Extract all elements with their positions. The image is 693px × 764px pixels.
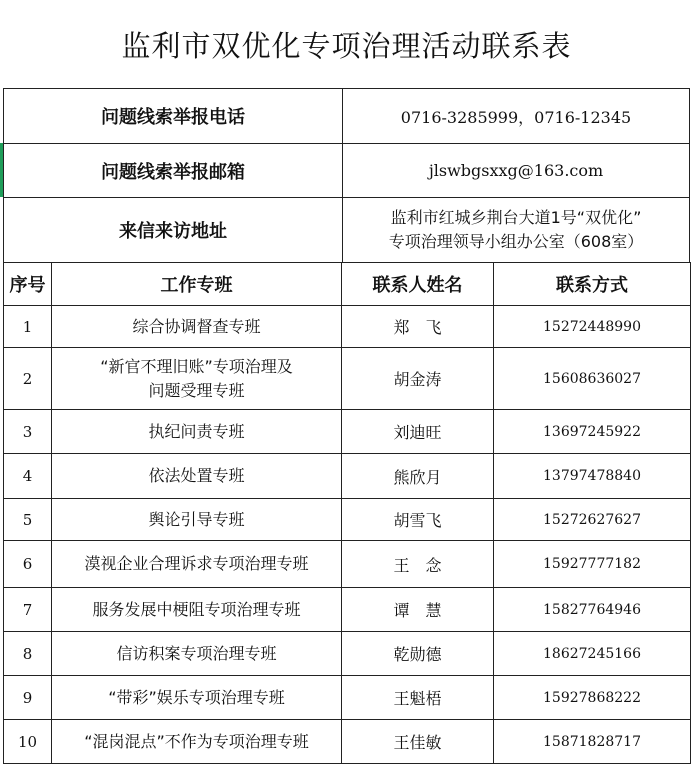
row-contact: 王 念 <box>342 541 494 588</box>
row-number: 3 <box>4 410 52 454</box>
row-number: 5 <box>4 499 52 541</box>
row-number: 7 <box>4 588 52 632</box>
row-number: 4 <box>4 454 52 499</box>
table-row <box>4 410 691 454</box>
table-row <box>4 499 691 541</box>
table-row <box>4 454 691 499</box>
row-team <box>52 499 342 541</box>
team-line: 服务发展中梗阻专项治理专班 <box>92 599 301 619</box>
table-row <box>4 632 691 676</box>
row-contact: 胡金涛 <box>342 348 494 410</box>
address-line-1: 监利市红城乡荆台大道1号“双优化” <box>390 208 642 227</box>
team-line: 信访积案专项治理专班 <box>116 643 277 663</box>
row-number: 10 <box>4 720 52 764</box>
header-row <box>4 263 691 306</box>
row-contact: 王佳敏 <box>342 720 494 764</box>
row-number: 2 <box>4 348 52 410</box>
team-line: “新官不理旧账”专项治理及 <box>100 356 293 376</box>
row-contact: 熊欣月 <box>342 454 494 499</box>
team-line: 综合协调督查专班 <box>132 316 261 336</box>
row-contact: 郑 飞 <box>342 306 494 348</box>
row-phone: 15927777182 <box>494 541 691 588</box>
row-phone: 15927868222 <box>494 676 691 720</box>
sheet-title: 监利市双优化专项治理活动联系表 <box>121 28 572 63</box>
row-contact: 谭 慧 <box>342 588 494 632</box>
info-label-phone: 问题线索举报电话 <box>4 89 343 144</box>
team-line: 漠视企业合理诉求专项治理专班 <box>84 554 309 573</box>
team-line: “混岗混点”不作为专项治理专班 <box>84 731 309 751</box>
row-number: 8 <box>4 632 52 676</box>
row-team <box>52 454 342 499</box>
team-line: 执纪问责专班 <box>148 421 245 441</box>
row-number: 6 <box>4 541 52 588</box>
row-phone: 15608636027 <box>494 348 691 410</box>
info-value-email: jlswbgsxxg@163.com <box>343 144 690 198</box>
row-contact: 乾勋德 <box>342 632 494 676</box>
table-row <box>4 676 691 720</box>
header-phone: 联系方式 <box>494 263 691 306</box>
header-contact: 联系人姓名 <box>342 263 494 306</box>
info-row-phone <box>4 89 690 144</box>
row-phone: 13797478840 <box>494 454 691 499</box>
row-team <box>52 410 342 454</box>
info-value-address <box>343 198 690 263</box>
row-phone: 15272627627 <box>494 499 691 541</box>
table-row <box>4 720 691 764</box>
header-team: 工作专班 <box>52 263 342 306</box>
teams-table <box>3 262 691 764</box>
row-team <box>52 306 342 348</box>
row-contact: 刘迪旺 <box>342 410 494 454</box>
info-table <box>3 88 690 263</box>
header-no: 序号 <box>4 263 52 306</box>
row-team <box>52 632 342 676</box>
row-team <box>52 676 342 720</box>
info-row-email <box>4 144 690 198</box>
address-line-2: 专项治理领导小组办公室（608室） <box>388 232 644 251</box>
row-phone: 15871828717 <box>494 720 691 764</box>
row-team <box>52 588 342 632</box>
table-row <box>4 588 691 632</box>
row-team <box>52 720 342 764</box>
row-phone: 15827764946 <box>494 588 691 632</box>
table-row <box>4 348 691 410</box>
row-phone: 15272448990 <box>494 306 691 348</box>
team-line: 舆论引导专班 <box>148 509 245 529</box>
info-label-address: 来信来访地址 <box>4 198 343 263</box>
info-row-address <box>4 198 690 263</box>
info-label-email: 问题线索举报邮箱 <box>4 144 343 198</box>
table-row <box>4 306 691 348</box>
row-contact: 王魁梧 <box>342 676 494 720</box>
team-line: “带彩”娱乐专项治理专班 <box>108 687 285 707</box>
table-row <box>4 541 691 588</box>
team-line: 依法处置专班 <box>148 466 245 485</box>
row-team <box>52 541 342 588</box>
row-team <box>52 348 342 410</box>
team-line: 问题受理专班 <box>148 380 245 400</box>
row-number: 1 <box>4 306 52 348</box>
row-contact: 胡雪飞 <box>342 499 494 541</box>
row-phone: 13697245922 <box>494 410 691 454</box>
row-number: 9 <box>4 676 52 720</box>
row-phone: 18627245166 <box>494 632 691 676</box>
info-value-phone: 0716-3285999，0716-12345 <box>343 89 690 144</box>
